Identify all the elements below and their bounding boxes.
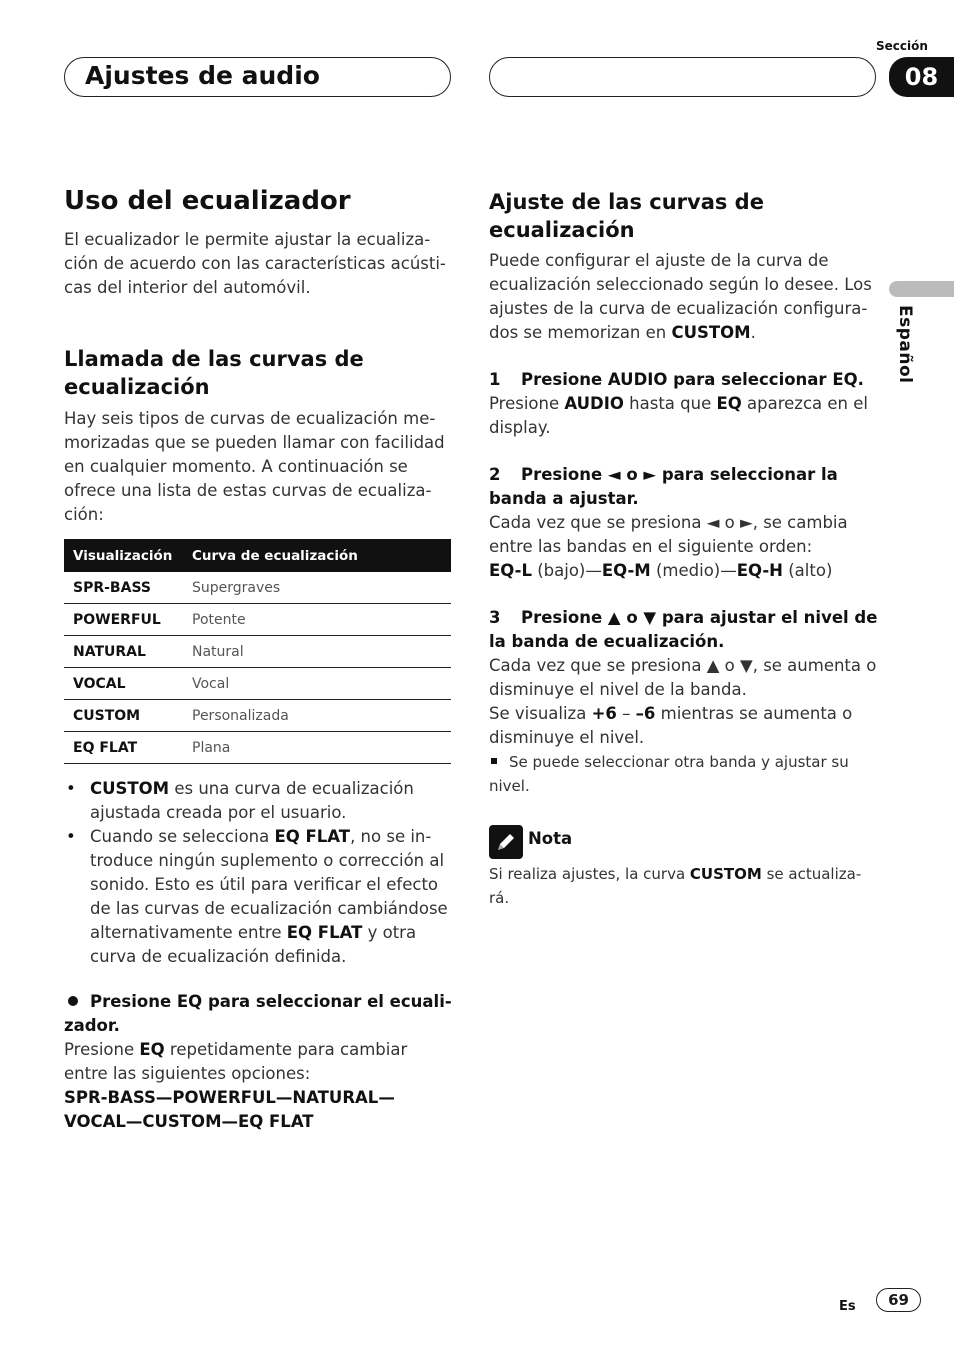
list-item: • CUSTOM es una curva de ecualización ajustada creada por el usuario.: [66, 779, 414, 822]
step-2-title: 2 Presione ◄ o ► para seleccionar la banda a ajustar.: [489, 465, 838, 508]
table-row: [64, 700, 451, 732]
section-number-badge: 08: [889, 57, 954, 97]
table-cell-curve: Natural: [183, 636, 451, 668]
table-row: [64, 636, 451, 668]
header-right-frame: [489, 57, 876, 97]
table-cell-display: EQ FLAT: [64, 732, 183, 764]
step-1-title: 1 Presione AUDIO para seleccionar EQ.: [489, 370, 864, 389]
eq-step: [64, 990, 456, 1134]
table-cell-curve: Vocal: [183, 668, 451, 700]
step-3-note: Se puede seleccionar otra banda y ajustar su nivel.: [489, 753, 849, 795]
table-row: [64, 668, 451, 700]
step-1-body: Presione AUDIO hasta que EQ aparezca en el display.: [489, 394, 868, 437]
notes-list: [64, 777, 456, 969]
table-cell-curve: Personalizada: [183, 700, 451, 732]
recall-paragraph: Hay seis tipos de curvas de ecualización me-morizadas que se pueden llamar con facilidad en cualquier momento. A continuación se ofrece una lista de estas curvas de ecualiza-ción:: [64, 409, 445, 524]
step-2-body: Cada vez que se presiona ◄ o ►, se cambia entre las bandas en el siguiente orden:: [489, 513, 848, 556]
table-cell-display: SPR-BASS: [64, 572, 183, 604]
language-label: Español: [895, 305, 915, 384]
table-header-curve: Curva de ecualización: [183, 539, 451, 572]
step-1: [489, 368, 879, 440]
note-text: Si realiza ajustes, la curva CUSTOM se actualiza-rá.: [489, 865, 862, 907]
footer-lang-code: Es: [839, 1299, 856, 1314]
table-row: [64, 732, 451, 764]
subheading-adjust: Ajuste de las curvas de ecualización: [489, 190, 764, 242]
step-3: [489, 606, 879, 798]
table-cell-curve: Supergraves: [183, 572, 451, 604]
table-row: [64, 572, 451, 604]
square-bullet-icon: [491, 758, 497, 764]
table-header-row: [64, 539, 451, 572]
bullet-icon: •: [66, 827, 76, 846]
bullet-icon: •: [66, 779, 76, 798]
note-label: Nota: [528, 829, 573, 848]
table-cell-display: POWERFUL: [64, 604, 183, 636]
table-cell-curve: Plana: [183, 732, 451, 764]
header-title-frame: [64, 57, 451, 97]
language-tab-marker: [889, 281, 954, 297]
adjust-intro: Puede configurar el ajuste de la curva de ecualización seleccionado según lo desee. Los ajustes de la curva de ecualización configura-dos se memorizan en CUSTOM.: [489, 251, 872, 342]
step-3-range: Se visualiza +6 – –6 mientras se aumenta o disminuye el nivel.: [489, 704, 853, 747]
subheading-recall: Llamada de las curvas de ecualización: [64, 347, 364, 399]
step-3-body: Cada vez que se presiona ▲ o ▼, se aumenta o disminuye el nivel de la banda.: [489, 656, 877, 699]
eq-curves-table: [64, 539, 451, 764]
table-cell-display: CUSTOM: [64, 700, 183, 732]
eq-options-line1: SPR-BASS—POWERFUL—NATURAL—: [64, 1088, 395, 1107]
eq-step-body: Presione EQ repetidamente para cambiar entre las siguientes opciones:: [64, 1040, 408, 1083]
table-cell-display: NATURAL: [64, 636, 183, 668]
note-pencil-icon: [489, 825, 523, 859]
main-heading: Uso del ecualizador: [64, 186, 351, 216]
step-3-title: 3 Presione ▲ o ▼ para ajustar el nivel de la banda de ecualización.: [489, 608, 878, 651]
eq-options-line2: VOCAL—CUSTOM—EQ FLAT: [64, 1112, 314, 1131]
table-header-display: Visualización: [64, 539, 183, 572]
section-label: Sección: [876, 39, 928, 53]
table-cell-curve: Potente: [183, 604, 451, 636]
step-2: [489, 463, 879, 583]
table-row: [64, 604, 451, 636]
page-number: 69: [876, 1288, 921, 1312]
intro-paragraph: El ecualizador le permite ajustar la ecualiza-ción de acuerdo con las características acústi-cas del interior del automóvil.: [64, 230, 446, 297]
eq-step-title: Presione EQ para seleccionar el ecuali-zador.: [64, 992, 452, 1035]
filled-circle-icon: [68, 996, 78, 1006]
list-item: • Cuando se selecciona EQ FLAT, no se in-troduce ningún suplemento o corrección al sonido. Esto es útil para verificar el efecto de las curvas de ecualización cambiándose alternativamente entre EQ FLAT y otra curva de ecualización definida.: [66, 827, 448, 966]
step-2-order: EQ-L (bajo)—EQ-M (medio)—EQ-H (alto): [489, 561, 833, 580]
header-title: Ajustes de audio: [85, 61, 320, 90]
table-cell-display: VOCAL: [64, 668, 183, 700]
